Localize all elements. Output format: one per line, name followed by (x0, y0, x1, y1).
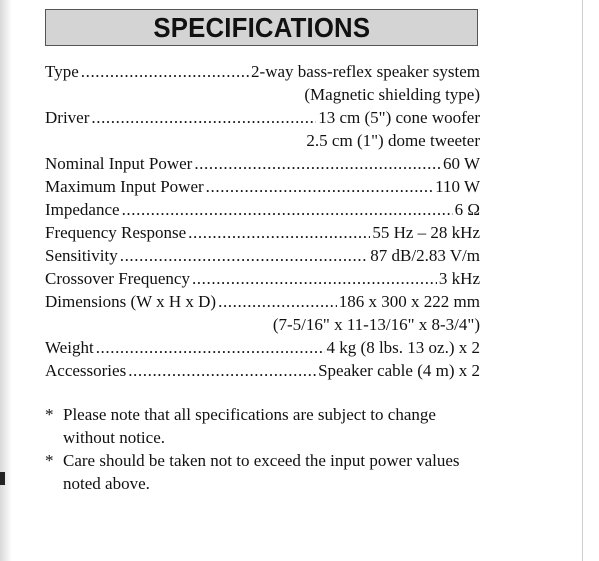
spec-row-driver (45, 106, 480, 129)
spec-row-accessories (45, 359, 480, 382)
spec-continuation-dimensions: (7-5/16" x 11-13/16" x 8-3/4") (272, 315, 480, 334)
dot-leader (81, 60, 249, 83)
dot-leader (120, 244, 369, 267)
spec-label: Type (45, 62, 79, 81)
dot-leader (218, 290, 337, 313)
spec-label: Accessories (45, 361, 127, 380)
asterisk-bullet: * (45, 405, 54, 424)
spec-row-sensitivity (45, 244, 480, 267)
spec-value: 4 kg (8 lbs. 13 oz.) x 2 (326, 338, 480, 357)
notes-section (45, 403, 485, 495)
dot-leader (192, 267, 437, 290)
spec-label: Dimensions (W x H x D) (45, 292, 217, 311)
spec-value: 87 dB/2.83 V/m (370, 246, 480, 265)
spec-value: 6 Ω (454, 200, 480, 219)
spec-continuation-driver: 2.5 cm (1") dome tweeter (306, 131, 480, 150)
spec-row-impedance (45, 198, 480, 221)
spec-label: Nominal Input Power (45, 154, 193, 173)
dot-leader (122, 198, 453, 221)
spec-value: 186 x 300 x 222 mm (338, 292, 480, 311)
note-text: Please note that all specifications are subject to change without notice. (63, 405, 436, 447)
spec-value: 3 kHz (438, 269, 480, 288)
dot-leader (194, 152, 441, 175)
specifications-list (45, 60, 480, 382)
spec-label: Impedance (45, 200, 120, 219)
specifications-header (45, 9, 478, 46)
spec-value: 55 Hz – 28 kHz (372, 223, 480, 242)
spec-row-frequency-response (45, 221, 480, 244)
spec-row-nominal-input-power (45, 152, 480, 175)
asterisk-bullet: * (45, 451, 54, 470)
margin-mark (0, 472, 5, 485)
spec-value: 2-way bass-reflex speaker system (251, 62, 480, 81)
spec-label: Driver (45, 108, 90, 127)
page-right-rule (582, 0, 583, 561)
spec-value: Speaker cable (4 m) x 2 (318, 361, 480, 380)
page-title: SPECIFICATIONS (153, 11, 370, 43)
spec-row-maximum-input-power (45, 175, 480, 198)
spec-row-weight (45, 336, 480, 359)
note-text: Care should be taken not to exceed the input power values noted above. (63, 451, 460, 493)
spec-value: 13 cm (5") cone woofer (318, 108, 480, 127)
spec-row-dimensions (45, 290, 480, 313)
spec-label: Weight (45, 338, 94, 357)
note-item (45, 403, 485, 449)
dot-leader (206, 175, 433, 198)
spec-value: 60 W (443, 154, 480, 173)
dot-leader (91, 106, 316, 129)
spec-continuation-type: (Magnetic shielding type) (304, 85, 480, 104)
spec-label: Crossover Frequency (45, 269, 190, 288)
dot-leader (128, 359, 316, 382)
spec-value: 110 W (435, 177, 480, 196)
spec-row-type (45, 60, 480, 83)
spec-label: Sensitivity (45, 246, 118, 265)
spec-label: Frequency Response (45, 223, 187, 242)
spec-row-crossover-frequency (45, 267, 480, 290)
dot-leader (96, 336, 325, 359)
note-item (45, 449, 485, 495)
spec-label: Maximum Input Power (45, 177, 204, 196)
dot-leader (188, 221, 370, 244)
